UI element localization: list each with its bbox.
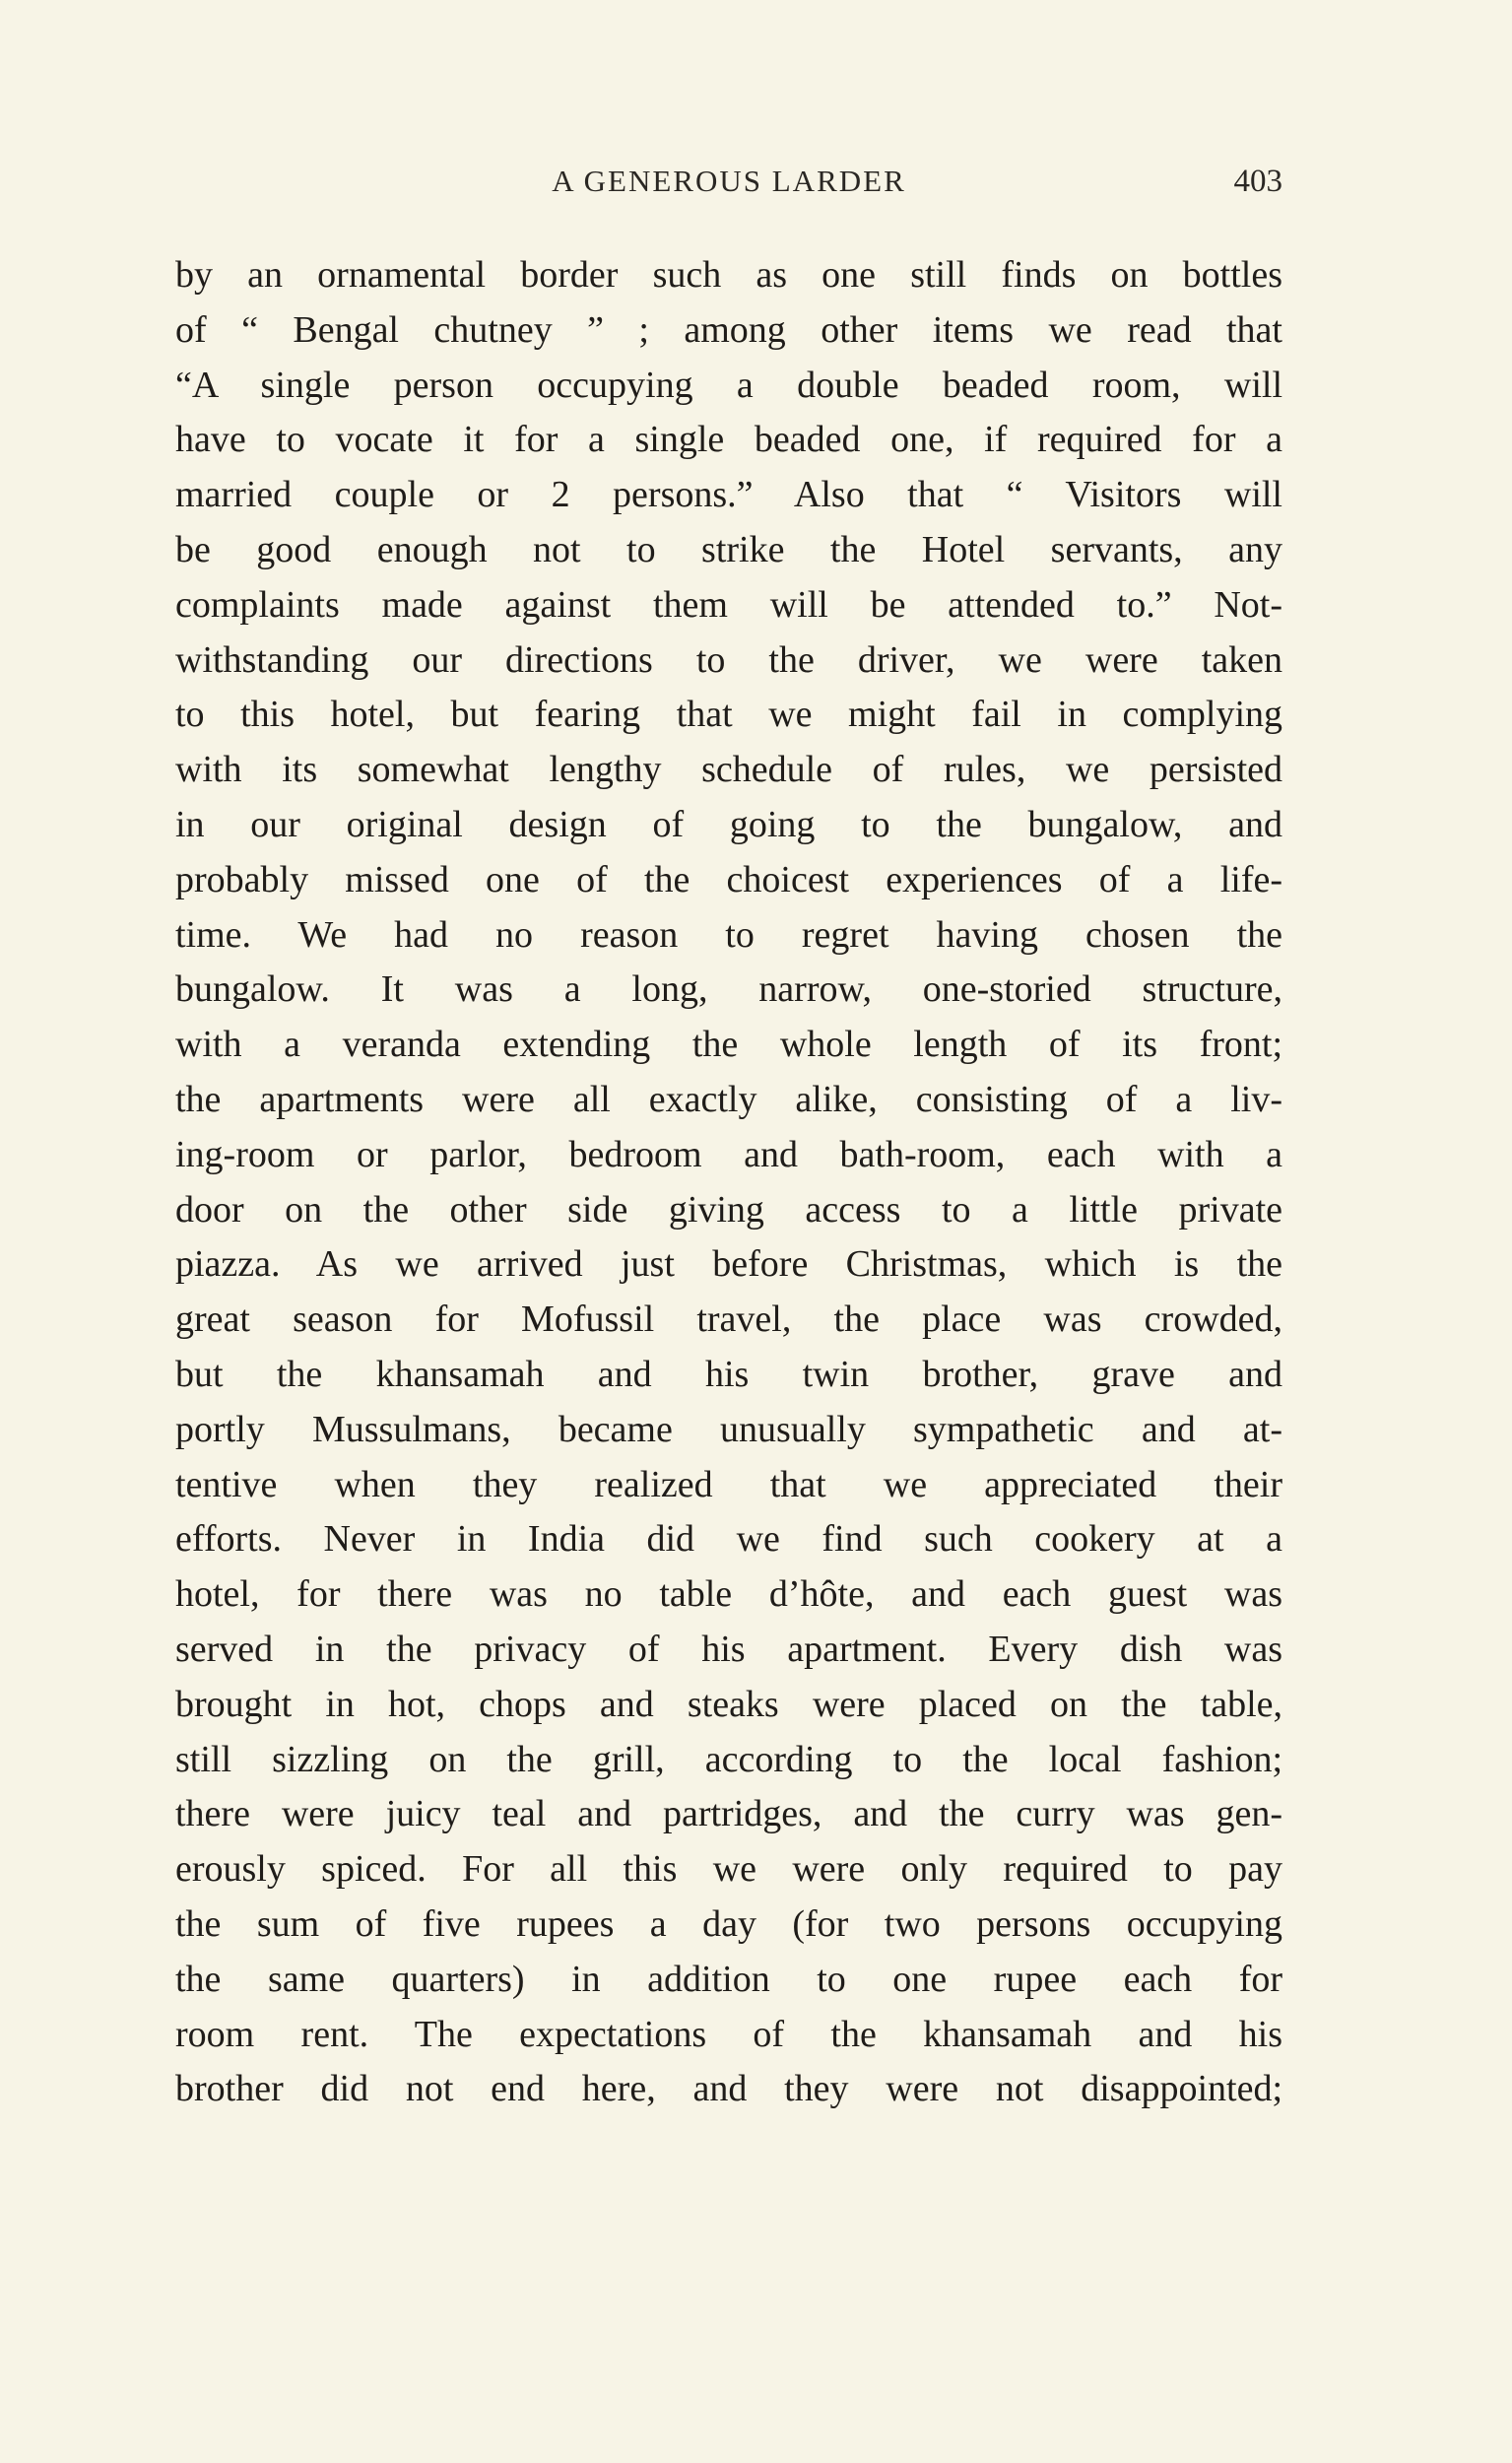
text-line: complaints made against them will be attended to.” Not- bbox=[175, 583, 1282, 626]
text-line: the same quarters) in addition to one rupee each for bbox=[175, 1958, 1282, 2000]
text-line: room rent. The expectations of the khansamah and his bbox=[175, 2013, 1282, 2055]
text-line: by an ornamental border such as one still finds on bottles bbox=[175, 254, 1282, 296]
text-line: but the khansamah and his twin brother, grave and bbox=[175, 1353, 1282, 1395]
text-line: hotel, for there was no table d’hôte, and each guest was bbox=[175, 1573, 1282, 1616]
text-line: there were juicy teal and partridges, and the curry was gen- bbox=[175, 1793, 1282, 1835]
text-line: bungalow. It was a long, narrow, one-storied structure, bbox=[175, 968, 1282, 1011]
text-line: erously spiced. For all this we were only required to pay bbox=[175, 1848, 1282, 1891]
text-line: door on the other side giving access to a little private bbox=[175, 1188, 1282, 1231]
text-line: probably missed one of the choicest experiences of a life- bbox=[175, 858, 1282, 900]
text-line: with a veranda extending the whole length of its front; bbox=[175, 1024, 1282, 1066]
text-line: still sizzling on the grill, according to the local fashion; bbox=[175, 1738, 1282, 1780]
running-head bbox=[175, 156, 1282, 207]
body-text bbox=[175, 248, 1282, 2117]
running-title: A GENEROUS LARDER bbox=[552, 164, 906, 198]
text-line: served in the privacy of his apartment. Every dish was bbox=[175, 1628, 1282, 1670]
text-line: efforts. Never in India did we find such cookery at a bbox=[175, 1518, 1282, 1561]
text-line: time. We had no reason to regret having chosen the bbox=[175, 913, 1282, 956]
text-line: piazza. As we arrived just before Christmas, which is the bbox=[175, 1243, 1282, 1286]
text-line: of “ Bengal chutney ” ; among other items we read that bbox=[175, 308, 1282, 351]
text-line: ing-room or parlor, bedroom and bath-room, each with a bbox=[175, 1133, 1282, 1175]
text-line: brought in hot, chops and steaks were placed on the table, bbox=[175, 1683, 1282, 1725]
text-line: great season for Mofussil travel, the place was crowded, bbox=[175, 1298, 1282, 1341]
text-line: in our original design of going to the bungalow, and bbox=[175, 803, 1282, 845]
text-line: withstanding our directions to the driver, we were taken bbox=[175, 638, 1282, 681]
text-line: “A single person occupying a double beaded room, will bbox=[175, 364, 1282, 406]
text-line: married couple or 2 persons.” Also that “ Visitors will bbox=[175, 474, 1282, 516]
text-line: the apartments were all exactly alike, consisting of a liv- bbox=[175, 1078, 1282, 1120]
text-line: the sum of five rupees a day (for two persons occupying bbox=[175, 1902, 1282, 1945]
text-line: portly Mussulmans, became unusually sympathetic and at- bbox=[175, 1408, 1282, 1450]
text-line: with its somewhat lengthy schedule of rules, we persisted bbox=[175, 749, 1282, 791]
text-line: have to vocate it for a single beaded one, if required for a bbox=[175, 419, 1282, 461]
text-line: be good enough not to strike the Hotel servants, any bbox=[175, 528, 1282, 570]
text-line: brother did not end here, and they were not disappointed; bbox=[175, 2068, 1282, 2110]
page-number: 403 bbox=[1233, 164, 1282, 199]
text-line: tentive when they realized that we appreciated their bbox=[175, 1463, 1282, 1505]
text-line: to this hotel, but fearing that we might fail in complying bbox=[175, 694, 1282, 736]
